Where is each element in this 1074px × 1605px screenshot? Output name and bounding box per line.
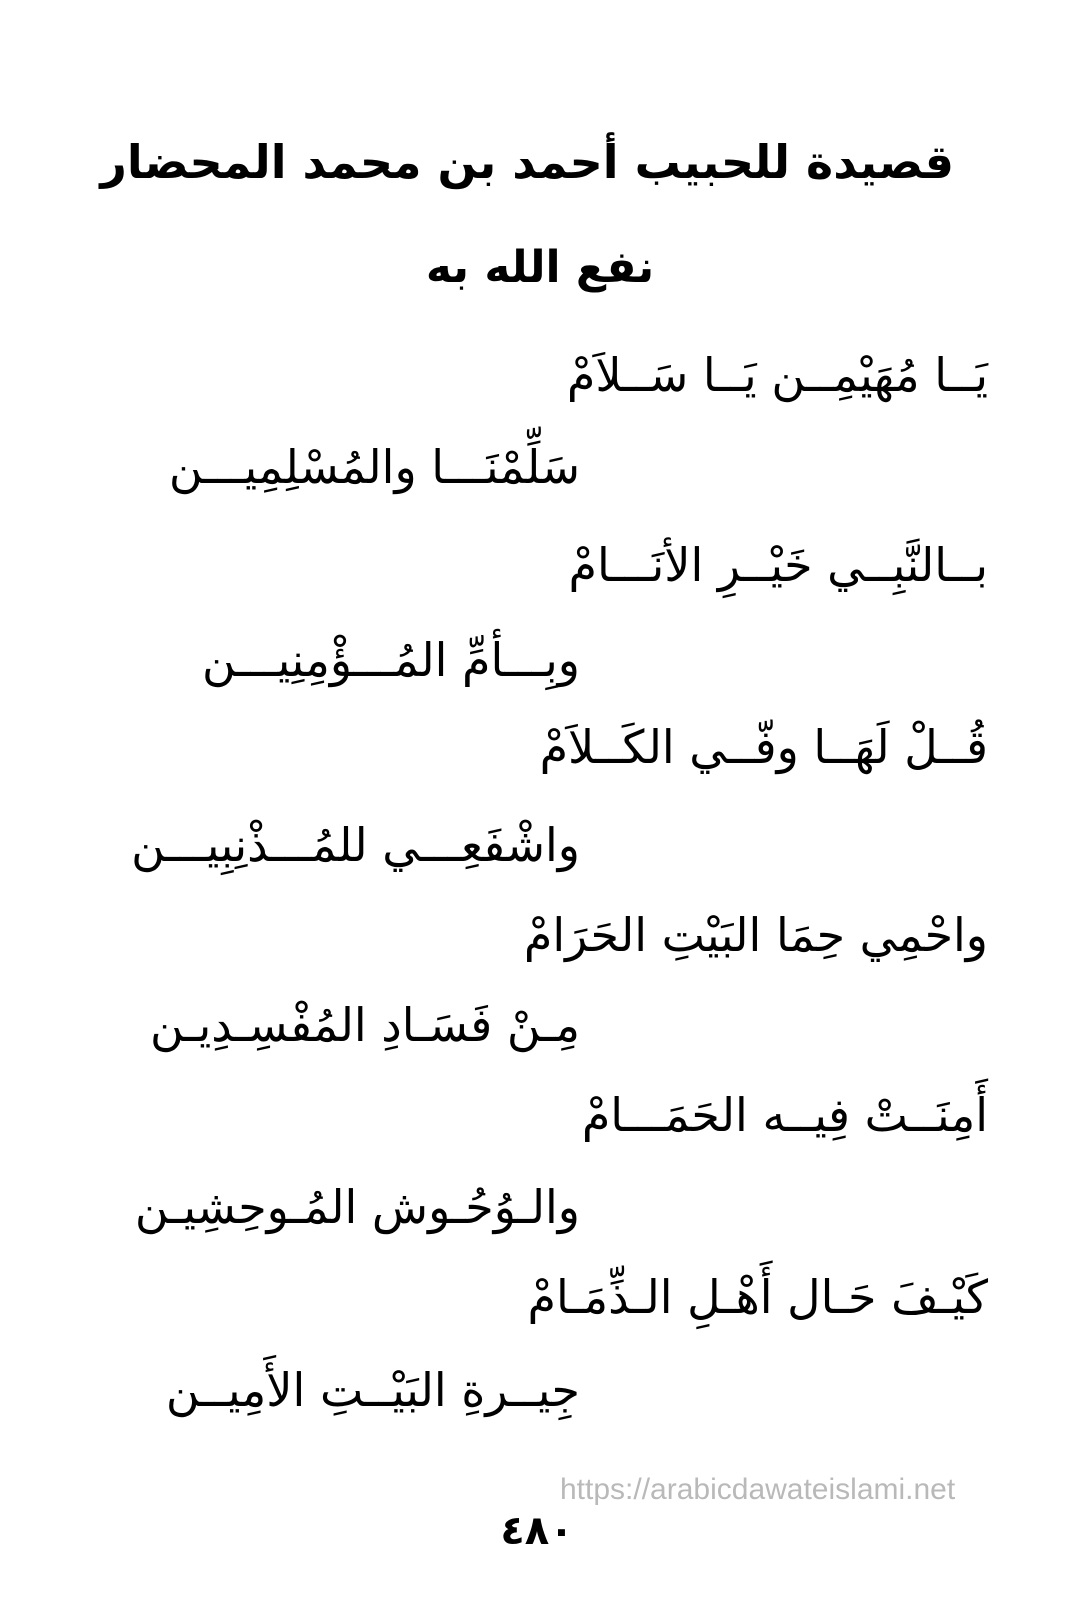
poem-title: قصيدة للحبيب أحمد بن محمد المحضار (100, 135, 954, 189)
verse-line-7: واحْمِي حِمَا البَيْتِ الحَرَامْ (523, 908, 988, 962)
verse-line-2: سَلِّمْنَـــا والمُسْلِمِيـــن (168, 440, 580, 494)
verse-line-1: يَــا مُهَيْمِــن يَــا سَــلاَمْ (566, 348, 988, 402)
verse-line-5: قُــلْ لَهَــا وفّــي الكَــلاَمْ (539, 720, 988, 774)
verse-line-12: جِيــرةِ البَيْــتِ الأَمِيــن (165, 1363, 580, 1417)
verse-line-3: بــالنَّبِــي خَيْــرِ الأنَـــامْ (568, 538, 988, 592)
verse-line-9: أَمِنَــتْ فِيــه الحَمَـــامْ (581, 1088, 988, 1142)
verse-line-4: وبِـــأمِّ المُـــؤْمِنِيـــن (202, 633, 580, 687)
verse-line-8: مِـنْ فَسَـادِ المُفْسِـدِيـن (150, 998, 580, 1052)
watermark-url: https://arabicdawateislami.net (560, 1473, 956, 1506)
verse-line-10: والـوُحُـوش المُـوحِشِيـن (134, 1180, 580, 1234)
page-number: ٤٨٠ (500, 1508, 574, 1554)
poem-subtitle: نفع الله به (425, 242, 655, 293)
verse-line-6: واشْفَعِـــي للمُـــذْنِبِيـــن (131, 818, 580, 872)
verse-line-11: كَيْـفَ حَـال أَهْـلِ الـذِّمَـامْ (527, 1270, 988, 1324)
